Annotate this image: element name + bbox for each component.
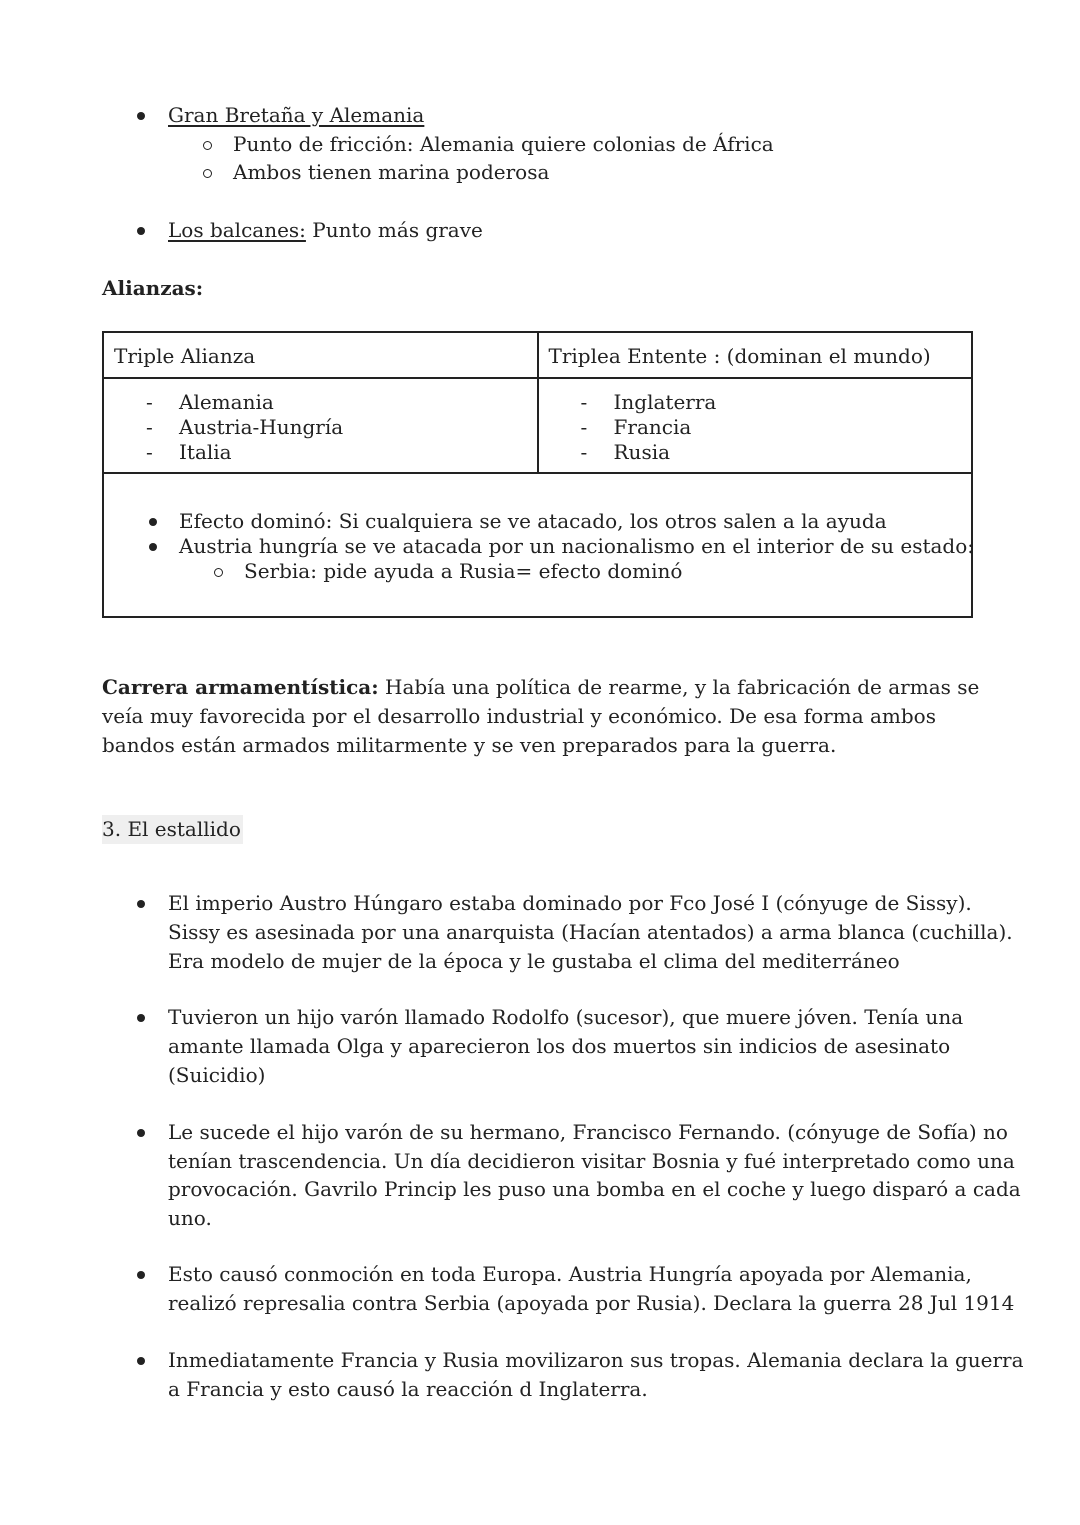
list-item-text: Punto más grave [305, 218, 483, 242]
sub-bullet-circle [214, 568, 223, 577]
list-item: - Alemania [104, 390, 537, 415]
table-notes-cell [103, 473, 975, 617]
table-header-left: Triple Alianza [103, 332, 538, 378]
list-item: - Inglaterra [539, 390, 972, 415]
list-item-line: Esto causó conmoción en toda Europa. Austria Hungría apoyada por Alemania, [168, 1262, 972, 1286]
bullet-dot [137, 227, 145, 235]
sub-note-text: Serbia: pide ayuda a Rusia= efecto dominó [244, 559, 683, 583]
sub-bullet-circle [203, 169, 212, 178]
sub-list-item: Punto de fricción: Alemania quiere colonias de África [233, 132, 774, 156]
triple-alianza-members [103, 378, 538, 473]
bullet-dot [137, 1014, 145, 1022]
bullet-dot [137, 1271, 145, 1279]
list-item [168, 216, 483, 245]
note-text: Efecto dominó: Si cualquiera se ve atacado, los otros salen a la ayuda [179, 509, 887, 533]
carrera-paragraph [102, 673, 982, 760]
list-item-line: amante llamada Olga y aparecieron los dos muertos sin indicios de asesinato [168, 1034, 951, 1058]
paragraph-label: Carrera armamentística: [102, 675, 379, 699]
list-item-line: realizó represalia contra Serbia (apoyada por Rusia). Declara la guerra 28 Jul 1914 [168, 1291, 1015, 1315]
note-text: Austria hungría se ve atacada por un nacionalismo en el interior de su estado: [179, 534, 975, 558]
list-item-line: Era modelo de mujer de la época y le gustaba el clima del mediterráneo [168, 949, 900, 973]
table-header-row [103, 332, 972, 378]
list-item-line: tenían trascendencia. Un día decidieron visitar Bosnia y fué interpretado como una [168, 1149, 1015, 1173]
bullet-dot [137, 1129, 145, 1137]
table-row [103, 378, 972, 473]
triple-entente-members [538, 378, 973, 473]
list-item-title: Los balcanes: [168, 218, 306, 242]
sub-list-item: Ambos tienen marina poderosa [233, 160, 550, 184]
list-item: - Italia [104, 440, 537, 465]
list-item-title: Gran Bretaña y Alemania [168, 103, 425, 127]
list-item-line: (Suicidio) [168, 1063, 266, 1087]
list-item-line: Tuvieron un hijo varón llamado Rodolfo (sucesor), que muere jóven. Tenía una [168, 1005, 964, 1029]
list-item-line: El imperio Austro Húngaro estaba dominado por Fco José I (cónyuge de Sissy). [168, 891, 972, 915]
list-item-line: Inmediatamente Francia y Rusia movilizaron sus tropas. Alemania declara la guerra [168, 1348, 1024, 1372]
list-item-line: a Francia y esto causó la reacción d Inglaterra. [168, 1377, 648, 1401]
bullet-dot [149, 543, 157, 551]
list-item-line: Le sucede el hijo varón de su hermano, Francisco Fernando. (cónyuge de Sofía) no [168, 1120, 1008, 1144]
bullet-dot [137, 112, 145, 120]
bullet-dot [149, 518, 157, 526]
list-item: - Austria-Hungría [104, 415, 537, 440]
section-heading-el-estallido: 3. El estallido [102, 815, 243, 844]
section-heading-alianzas: Alianzas: [102, 276, 204, 300]
alliances-table [102, 331, 973, 618]
paragraph-text: Había una política de rearme, y la fabricación de armas se veía muy favorecida por el desarrollo industrial y económico. De esa forma ambos bandos están armados militarmente y se ven preparados para la guerra. [102, 675, 980, 757]
list-item-line: provocación. Gavrilo Princip les puso una bomba en el coche y luego disparó a cada [168, 1177, 1021, 1201]
list-item: - Francia [539, 415, 972, 440]
bullet-dot [137, 1357, 145, 1365]
list-item-line: uno. [168, 1206, 212, 1230]
table-row [103, 473, 972, 617]
table-header-right: Triplea Entente : (dominan el mundo) [538, 332, 973, 378]
bullet-dot [137, 900, 145, 908]
list-item: - Rusia [539, 440, 972, 465]
list-item-line: Sissy es asesinada por una anarquista (Hacían atentados) a arma blanca (cuchilla). [168, 920, 1013, 944]
sub-bullet-circle [203, 141, 212, 150]
